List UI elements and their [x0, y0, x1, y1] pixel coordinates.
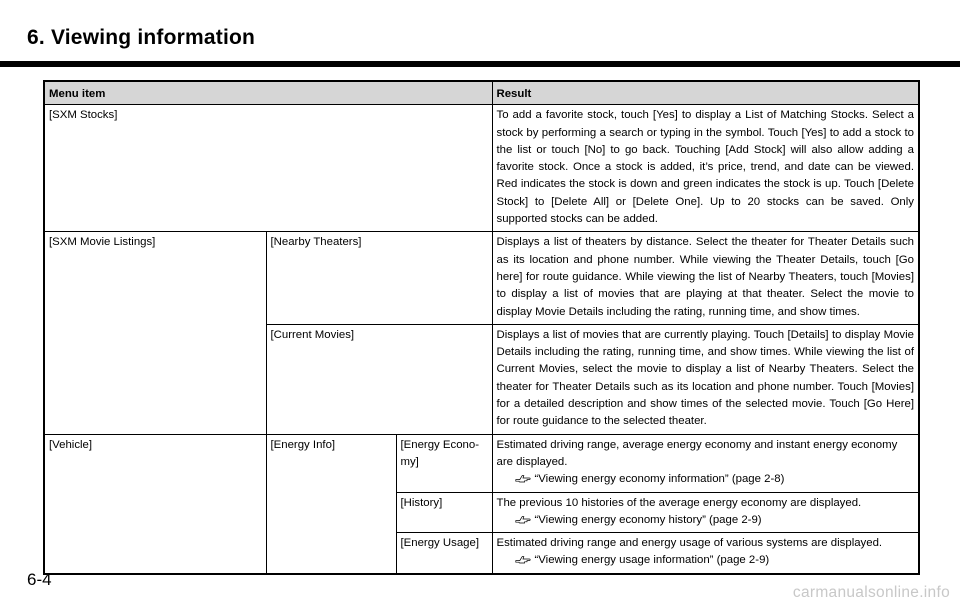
table-row — [44, 105, 919, 232]
reference-history-text: “Viewing energy economy history” (page 2-9) — [534, 513, 762, 526]
table-row — [44, 434, 919, 492]
page-number: 6-4 — [27, 570, 52, 589]
table-header-row — [44, 81, 919, 105]
item-current-movies: [Current Movies] — [266, 324, 492, 434]
page-title: 6. Viewing information — [27, 26, 256, 49]
pointing-hand-reference-icon — [515, 553, 531, 565]
result-sxm-stocks: To add a favorite stock, touch [Yes] to display a List of Matching Stocks. Select a stock by performing a search or typing in the symbol. Touch [Yes] to add a stock to the list or touch [No] to go back. Touching [Add Stock] will also allow adding a favorite stock. Once a stock is added, it’s price, trend, and date can be viewed. Red indicates the stock is down and green indicates the stock is up. Touch [Delete Stock] to [Delete All] or [Delete One]. Up to 20 stocks can be saved. Only supported stocks can be added. — [492, 105, 919, 232]
reference-history — [497, 512, 915, 529]
menu-table — [43, 80, 920, 575]
reference-energy-economy — [497, 471, 915, 488]
result-history — [492, 492, 919, 533]
item-sxm-movie-listings: [SXM Movie Listings] — [44, 232, 266, 434]
result-energy-usage-text: Estimated driving range and energy usage of various systems are displayed. — [496, 537, 883, 550]
item-energy-info: [Energy Info] — [266, 434, 396, 574]
result-energy-economy-text: Estimated driving range, average energy economy and instant energy economy are displayed. — [496, 438, 898, 468]
result-current-movies: Displays a list of movies that are currently playing. Touch [Details] to display Movie Details including the rating, running time, and show times. While viewing the list of Current Movies, select the movie to display a list of Nearby Theaters. Select the theater for Theater Details such as its location and phone number. Touch [Movies] for a detailed description and show times of the selected movie. Touch [Go Here] for route guidance to the selected theater. — [492, 324, 919, 434]
item-history: [History] — [396, 492, 492, 533]
item-sxm-stocks: [SXM Stocks] — [49, 109, 118, 122]
result-energy-usage — [492, 533, 919, 574]
reference-energy-economy-text: “Viewing energy economy information” (page 2-8) — [534, 473, 785, 486]
item-vehicle: [Vehicle] — [44, 434, 266, 574]
watermark: carmanualsonline.info — [792, 584, 950, 601]
item-energy-usage: [Energy Usage] — [396, 533, 492, 574]
result-history-text: The previous 10 histories of the average energy economy are displayed. — [496, 496, 862, 509]
table-row — [44, 232, 919, 324]
reference-energy-usage-text: “Viewing energy usage information” (page 2-9) — [534, 554, 770, 567]
header-rule — [0, 61, 960, 67]
result-nearby-theaters: Displays a list of theaters by distance. Select the theater for Theater Details such as its location and phone number. While viewing the Theater Details, touch [Go here] for route guidance. While viewing the list of Nearby Theaters, touch [Movies] to display a list of movies that are playing at that theater. Select the movie to display Movie Details including the rating, running time, and show times. — [492, 232, 919, 324]
result-energy-economy — [492, 434, 919, 492]
item-energy-economy: [Energy Econo- my] — [396, 434, 492, 492]
pointing-hand-reference-icon — [515, 472, 531, 484]
pointing-hand-reference-icon — [515, 513, 531, 525]
reference-energy-usage — [497, 552, 915, 569]
header-result: Result — [492, 81, 919, 105]
header-menu-item: Menu item — [44, 81, 492, 105]
item-nearby-theaters: [Nearby Theaters] — [266, 232, 492, 324]
